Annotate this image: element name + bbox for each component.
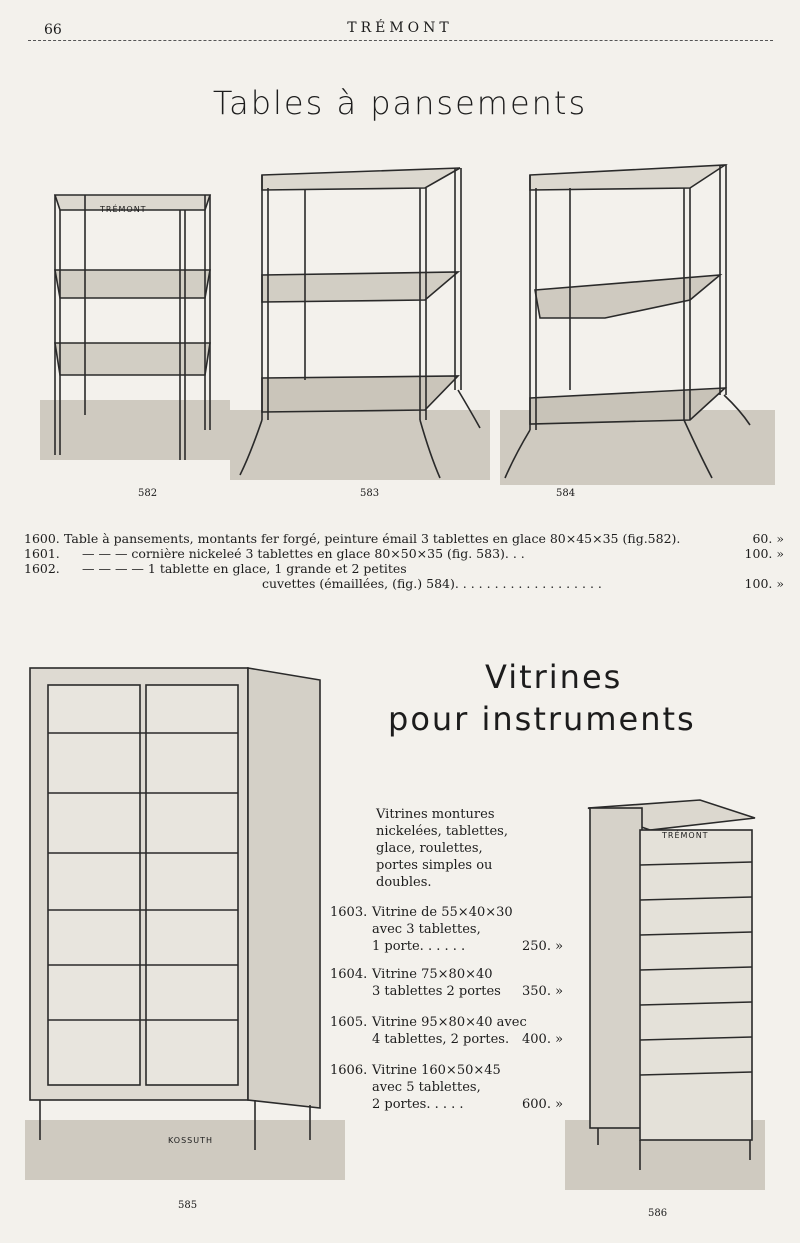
price-line bbox=[24, 576, 784, 591]
vitrine-item-1606 bbox=[330, 1062, 570, 1113]
intro-line: glace, roulettes, bbox=[376, 841, 483, 856]
item-description: Table à pansements, montants fer forgé, peinture émail 3 tablettes en glace 80×45×35 (fig.582). bbox=[64, 531, 681, 546]
item-price: 250. » bbox=[522, 939, 564, 954]
intro-line: doubles. bbox=[376, 875, 432, 890]
price-line bbox=[24, 561, 784, 576]
item-line: Vitrine 160×50×45 bbox=[372, 1063, 501, 1078]
item-price: 60. » bbox=[752, 531, 784, 546]
cabinet-585-illustration bbox=[25, 668, 345, 1180]
vitrine-item-1604 bbox=[330, 966, 570, 1000]
item-number: 1600. bbox=[24, 531, 60, 546]
item-line: Vitrine 75×80×40 bbox=[372, 967, 493, 982]
item-line: 2 portes. . . . . bbox=[372, 1097, 464, 1112]
section-title-tables: Tables à pansements bbox=[212, 84, 588, 122]
item-description: cuvettes (émaillées, (fig.) 584). . . . . . . . . . . . . . . . . . . bbox=[262, 576, 602, 591]
item-price: 100. » bbox=[744, 546, 784, 561]
figure-586-label: 586 bbox=[648, 1208, 668, 1219]
item-line: 4 tablettes, 2 portes. bbox=[372, 1032, 510, 1047]
item-number: 1605. bbox=[330, 1015, 368, 1030]
section-subtitle-instruments: pour instruments bbox=[388, 700, 696, 738]
item-number: 1602. bbox=[24, 561, 60, 576]
item-number: 1603. bbox=[330, 905, 368, 920]
cabinet-stamp: TRÉMONT bbox=[662, 831, 709, 840]
vitrines-intro bbox=[376, 806, 508, 891]
item-line: avec 5 tablettes, bbox=[372, 1080, 481, 1095]
intro-line: nickelées, tablettes, bbox=[376, 824, 508, 839]
table-583-illustration bbox=[230, 168, 490, 480]
price-line bbox=[24, 546, 784, 561]
figure-582-label: 582 bbox=[138, 488, 158, 499]
item-price: 400. » bbox=[522, 1032, 564, 1047]
cabinet-586-illustration bbox=[565, 800, 765, 1190]
item-price: 600. » bbox=[522, 1097, 564, 1112]
item-description: — — — cornière nickeleé 3 tablettes en glace 80×50×35 (fig. 583). . . bbox=[82, 546, 525, 561]
running-title: TRÉMONT bbox=[347, 20, 453, 36]
item-line: Vitrine 95×80×40 avec bbox=[372, 1015, 527, 1030]
table-stamp: TRÉMONT bbox=[100, 205, 147, 214]
figure-583-label: 583 bbox=[360, 488, 380, 499]
figure-585-label: 585 bbox=[178, 1200, 198, 1211]
item-line: 1 porte. . . . . . bbox=[372, 939, 466, 954]
item-number: 1601. bbox=[24, 546, 60, 561]
intro-line: portes simples ou bbox=[376, 858, 493, 873]
item-number: 1604. bbox=[330, 967, 368, 982]
vitrine-item-1605 bbox=[330, 1014, 570, 1048]
section-title-vitrines: Vitrines bbox=[485, 658, 623, 696]
item-price: 100. » bbox=[744, 576, 784, 591]
table-584-illustration bbox=[500, 165, 775, 485]
intro-line: Vitrines montures bbox=[376, 807, 495, 822]
tables-price-list bbox=[24, 531, 784, 591]
vitrine-item-1603 bbox=[330, 904, 570, 955]
page-number: 66 bbox=[44, 22, 62, 38]
item-line: Vitrine de 55×40×30 bbox=[372, 905, 513, 920]
item-description: — — — — 1 tablette en glace, 1 grande et 2 petites bbox=[82, 561, 407, 576]
item-price: 350. » bbox=[522, 984, 564, 999]
price-line bbox=[24, 531, 784, 546]
figure-584-label: 584 bbox=[556, 488, 576, 499]
item-line: avec 3 tablettes, bbox=[372, 922, 481, 937]
item-number: 1606. bbox=[330, 1063, 368, 1078]
kossuth-label: KOSSUTH bbox=[168, 1136, 214, 1145]
item-line: 3 tablettes 2 portes bbox=[372, 984, 501, 999]
table-582-illustration bbox=[40, 195, 230, 460]
